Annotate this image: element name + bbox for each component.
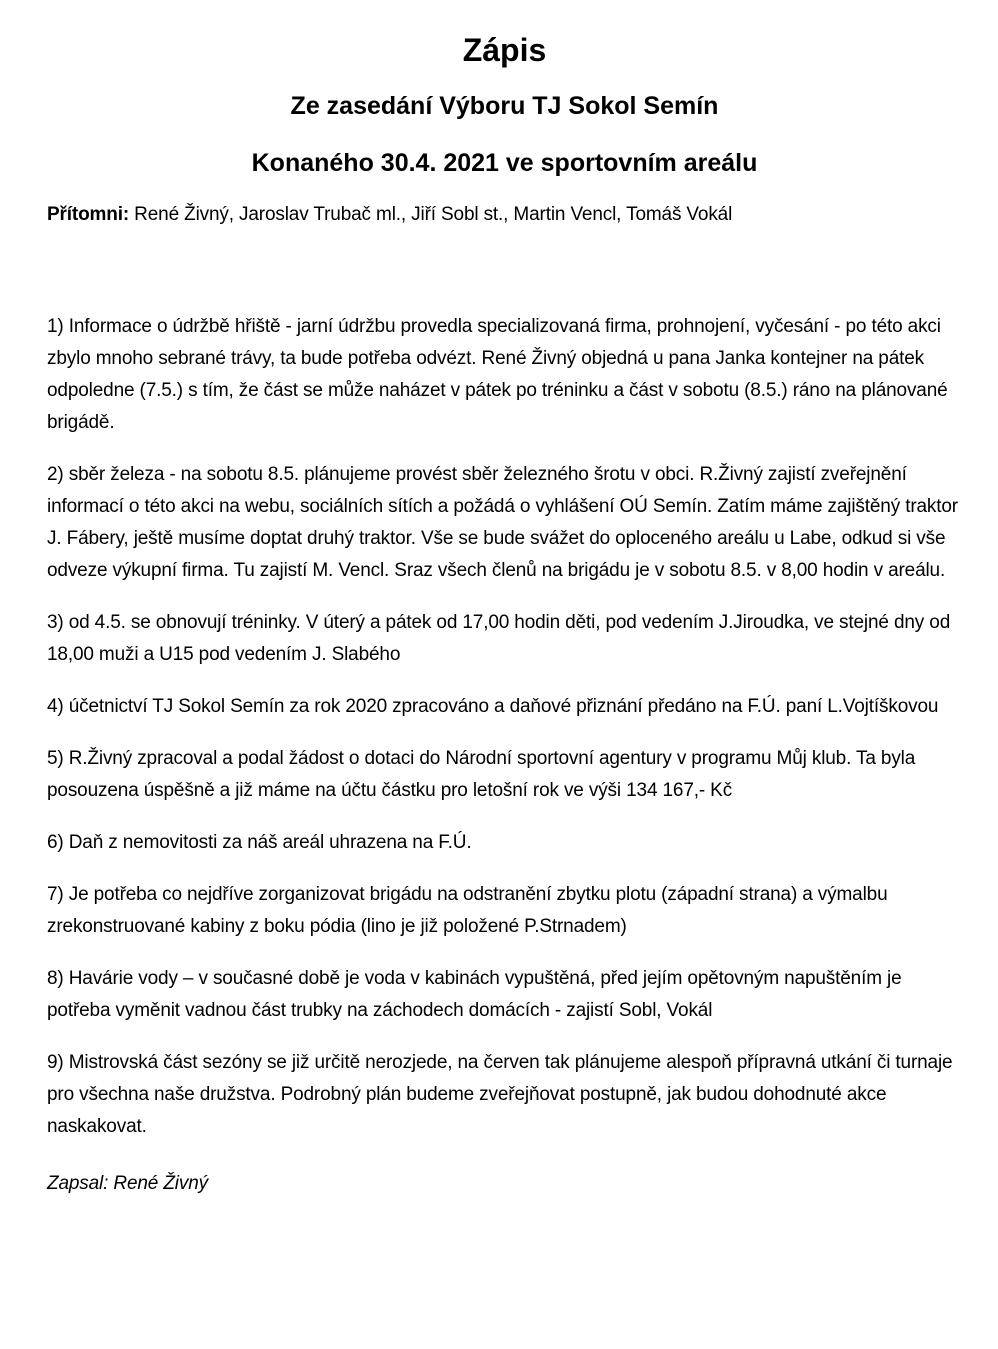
agenda-item: 1) Informace o údržbě hřiště - jarní údržbu provedla specializovaná firma, prohnojení, vyčesání - po této akci zbylo mnoho sebrané trávy, ta bude potřeba odvézt. René Živný objedná u pana Janka kontejner na pátek odpoledne (7.5.) s tím, že část se může naházet v pátek po tréninku a část v sobotu (8.5.) ráno na plánované brigádě. — [47, 316, 948, 433]
meeting-line: Konaného 30.4. 2021 ve sportovním areálu — [251, 149, 758, 177]
document-title: Zápis — [462, 32, 547, 68]
agenda-item: 9) Mistrovská část sezóny se již určitě nerozjede, na červen tak plánujeme alespoň přípravná utkání či turnaje pro všechna naše družstva. Podrobný plán budeme zveřejňovat postupně, jak budou dohodnuté akce naskakovat. — [47, 1052, 953, 1137]
agenda-item: 8) Havárie vody – v současné době je voda v kabinách vypuštěná, před jejím opětovným napuštěním je potřeba vyměnit vadnou část trubky na záchodech domácích - zajistí Sobl, Vokál — [47, 968, 902, 1021]
agenda-item: 5) R.Živný zpracoval a podal žádost o dotaci do Národní sportovní agentury v programu Můj klub. Ta byla posouzena úspěšně a již máme na účtu částku pro letošní rok ve výši 134 167,- Kč — [47, 748, 916, 801]
attendees-names: René Živný, Jaroslav Trubač ml., Jiří Sobl st., Martin Vencl, Tomáš Vokál — [129, 204, 733, 225]
agenda-item: 3) od 4.5. se obnovují tréninky. V úterý a pátek od 17,00 hodin děti, pod vedením J.Jiroudka, ve stejné dny od 18,00 muži a U15 pod vedením J. Slabého — [47, 612, 951, 665]
agenda-item: 4) účetnictví TJ Sokol Semín za rok 2020 zpracováno a daňové přiznání předáno na F.Ú. paní L.Vojtíškovou — [47, 696, 939, 717]
attendees-line — [47, 199, 962, 231]
agenda-items — [47, 311, 962, 1143]
signature: Zapsal: René Živný — [47, 1173, 208, 1194]
agenda-item: 6) Daň z nemovitosti za náš areál uhrazena na F.Ú. — [47, 832, 472, 853]
agenda-item: 7) Je potřeba co nejdříve zorganizovat brigádu na odstranění zbytku plotu (západní strana) a výmalbu zrekonstruované kabiny z boku pódia (lino je již položené P.Strnadem) — [47, 884, 888, 937]
attendees-label: Přítomni: — [47, 204, 130, 225]
document-subtitle: Ze zasedání Výboru TJ Sokol Semín — [290, 92, 719, 120]
agenda-item: 2) sběr železa - na sobotu 8.5. plánujeme provést sběr železného šrotu v obci. R.Živný zajistí zveřejnění informací o této akci na webu, sociálních sítích a požádá o vyhlášení OÚ Semín. Zatím máme zajištěný traktor J. Fábery, ještě musíme doptat druhý traktor. Vše se bude svážet do oploceného areálu u Labe, odkud si vše odveze výkupní firma. Tu zajistí M. Vencl. Sraz všech členů na brigádu je v sobotu 8.5. v 8,00 hodin v areálu. — [47, 464, 958, 581]
